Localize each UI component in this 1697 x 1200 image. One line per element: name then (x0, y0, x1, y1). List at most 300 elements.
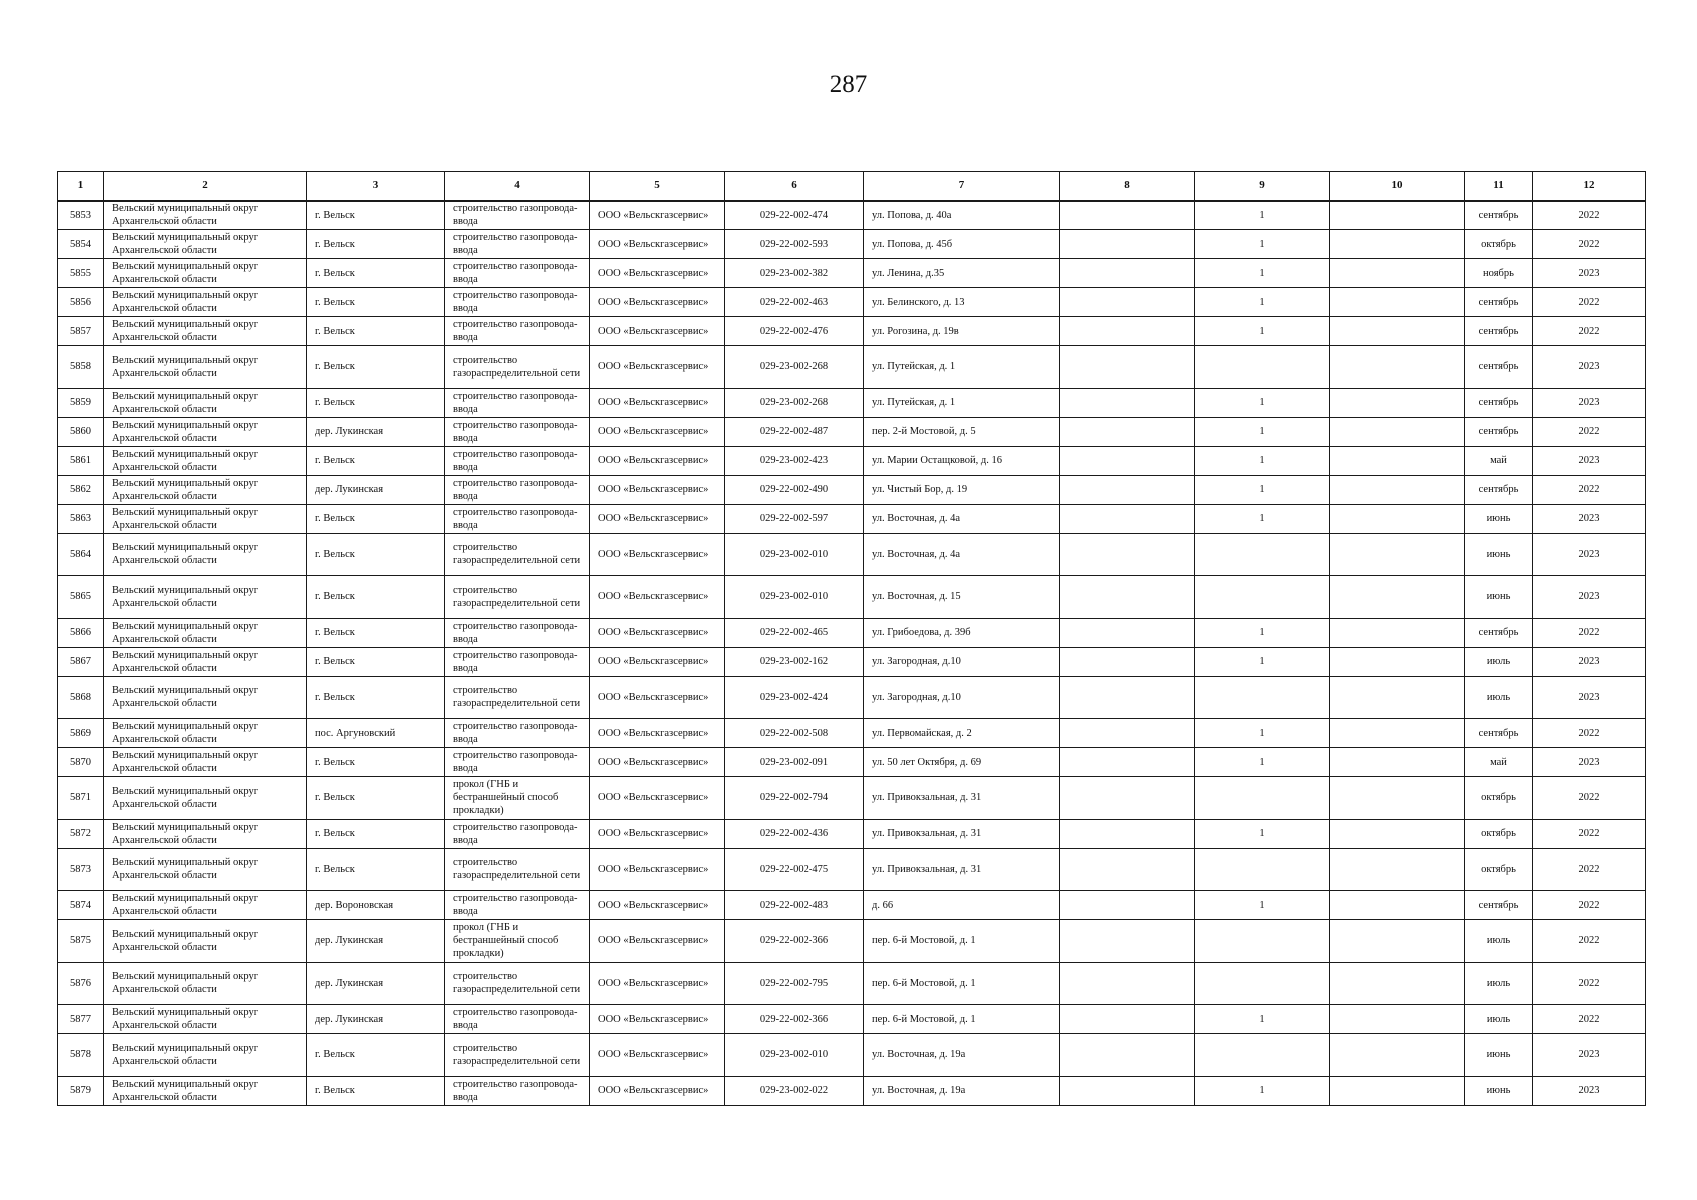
organization-cell: ООО «Вельскгазсервис» (590, 388, 725, 417)
table-row (58, 417, 1646, 446)
month-cell: июль (1465, 1005, 1533, 1034)
object-code-cell: 029-22-002-463 (725, 288, 864, 317)
year-cell: 2022 (1533, 777, 1646, 820)
quantity-cell: 1 (1195, 719, 1330, 748)
district-cell: Вельский муниципальный округ Архангельской области (104, 920, 307, 963)
row-number-cell: 5877 (58, 1005, 104, 1034)
month-cell: сентябрь (1465, 288, 1533, 317)
work-type-cell: строительство газораспределительной сети (445, 848, 590, 891)
address-cell: пер. 6-й Мостовой, д. 1 (864, 1005, 1060, 1034)
address-cell: ул. Загородная, д.10 (864, 676, 1060, 719)
address-cell: ул. Загородная, д.10 (864, 647, 1060, 676)
work-type-cell: строительство газопровода-ввода (445, 388, 590, 417)
column-8-cell (1060, 748, 1195, 777)
district-cell: Вельский муниципальный округ Архангельской области (104, 647, 307, 676)
organization-cell: ООО «Вельскгазсервис» (590, 475, 725, 504)
locality-cell: дер. Лукинская (307, 417, 445, 446)
address-cell: ул. Грибоедова, д. 39б (864, 618, 1060, 647)
column-10-cell (1330, 719, 1465, 748)
column-10-cell (1330, 891, 1465, 920)
column-header-7: 7 (864, 172, 1060, 201)
locality-cell: г. Вельск (307, 819, 445, 848)
column-8-cell (1060, 446, 1195, 475)
column-8-cell (1060, 388, 1195, 417)
organization-cell: ООО «Вельскгазсервис» (590, 920, 725, 963)
district-cell: Вельский муниципальный округ Архангельской области (104, 446, 307, 475)
column-10-cell (1330, 417, 1465, 446)
month-cell: сентябрь (1465, 317, 1533, 346)
month-cell: ноябрь (1465, 259, 1533, 288)
district-cell: Вельский муниципальный округ Архангельской области (104, 676, 307, 719)
year-cell: 2022 (1533, 920, 1646, 963)
table-row (58, 920, 1646, 963)
row-number-cell: 5860 (58, 417, 104, 446)
address-cell: ул. Путейская, д. 1 (864, 388, 1060, 417)
work-type-cell: строительство газораспределительной сети (445, 962, 590, 1005)
table-row (58, 1076, 1646, 1105)
column-10-cell (1330, 201, 1465, 230)
object-code-cell: 029-23-002-268 (725, 388, 864, 417)
quantity-cell: 1 (1195, 618, 1330, 647)
object-code-cell: 029-22-002-487 (725, 417, 864, 446)
locality-cell: г. Вельск (307, 848, 445, 891)
locality-cell: г. Вельск (307, 201, 445, 230)
year-cell: 2023 (1533, 748, 1646, 777)
month-cell: май (1465, 446, 1533, 475)
locality-cell: г. Вельск (307, 676, 445, 719)
table-row (58, 317, 1646, 346)
column-10-cell (1330, 317, 1465, 346)
column-8-cell (1060, 288, 1195, 317)
address-cell: д. 66 (864, 891, 1060, 920)
column-10-cell (1330, 676, 1465, 719)
column-8-cell (1060, 618, 1195, 647)
row-number-cell: 5869 (58, 719, 104, 748)
work-type-cell: строительство газопровода-ввода (445, 1076, 590, 1105)
page-number: 287 (829, 71, 868, 98)
organization-cell: ООО «Вельскгазсервис» (590, 1034, 725, 1077)
column-8-cell (1060, 475, 1195, 504)
work-type-cell: строительство газопровода-ввода (445, 230, 590, 259)
column-10-cell (1330, 1076, 1465, 1105)
month-cell: сентябрь (1465, 201, 1533, 230)
column-header-2: 2 (104, 172, 307, 201)
year-cell: 2023 (1533, 676, 1646, 719)
organization-cell: ООО «Вельскгазсервис» (590, 417, 725, 446)
quantity-cell: 1 (1195, 504, 1330, 533)
year-cell: 2023 (1533, 446, 1646, 475)
organization-cell: ООО «Вельскгазсервис» (590, 819, 725, 848)
quantity-cell: 1 (1195, 647, 1330, 676)
address-cell: ул. Попова, д. 45б (864, 230, 1060, 259)
column-8-cell (1060, 962, 1195, 1005)
object-code-cell: 029-22-002-475 (725, 848, 864, 891)
work-type-cell: строительство газопровода-ввода (445, 446, 590, 475)
object-code-cell: 029-22-002-593 (725, 230, 864, 259)
month-cell: сентябрь (1465, 891, 1533, 920)
table-row (58, 475, 1646, 504)
row-number-cell: 5864 (58, 533, 104, 576)
column-10-cell (1330, 288, 1465, 317)
column-header-6: 6 (725, 172, 864, 201)
district-cell: Вельский муниципальный округ Архангельской области (104, 618, 307, 647)
row-number-cell: 5874 (58, 891, 104, 920)
locality-cell: г. Вельск (307, 388, 445, 417)
object-code-cell: 029-23-002-424 (725, 676, 864, 719)
table-row (58, 533, 1646, 576)
year-cell: 2022 (1533, 891, 1646, 920)
quantity-cell: 1 (1195, 201, 1330, 230)
organization-cell: ООО «Вельскгазсервис» (590, 201, 725, 230)
table-row (58, 647, 1646, 676)
column-8-cell (1060, 201, 1195, 230)
row-number-cell: 5867 (58, 647, 104, 676)
district-cell: Вельский муниципальный округ Архангельской области (104, 962, 307, 1005)
object-code-cell: 029-22-002-476 (725, 317, 864, 346)
object-code-cell: 029-22-002-436 (725, 819, 864, 848)
column-10-cell (1330, 848, 1465, 891)
column-10-cell (1330, 962, 1465, 1005)
table-header (58, 172, 1646, 201)
district-cell: Вельский муниципальный округ Архангельской области (104, 719, 307, 748)
year-cell: 2022 (1533, 230, 1646, 259)
table-row (58, 346, 1646, 389)
row-number-cell: 5861 (58, 446, 104, 475)
table-row (58, 676, 1646, 719)
column-header-3: 3 (307, 172, 445, 201)
district-cell: Вельский муниципальный округ Архангельской области (104, 819, 307, 848)
row-number-cell: 5865 (58, 576, 104, 619)
address-cell: ул. Первомайская, д. 2 (864, 719, 1060, 748)
locality-cell: пос. Аргуновский (307, 719, 445, 748)
locality-cell: г. Вельск (307, 576, 445, 619)
district-cell: Вельский муниципальный округ Архангельской области (104, 891, 307, 920)
month-cell: октябрь (1465, 230, 1533, 259)
quantity-cell: 1 (1195, 230, 1330, 259)
work-type-cell: строительство газопровода-ввода (445, 475, 590, 504)
month-cell: июль (1465, 962, 1533, 1005)
column-8-cell (1060, 504, 1195, 533)
column-10-cell (1330, 647, 1465, 676)
district-cell: Вельский муниципальный округ Архангельской области (104, 230, 307, 259)
month-cell: июнь (1465, 1034, 1533, 1077)
quantity-cell (1195, 346, 1330, 389)
column-10-cell (1330, 446, 1465, 475)
month-cell: октябрь (1465, 777, 1533, 820)
quantity-cell: 1 (1195, 259, 1330, 288)
locality-cell: г. Вельск (307, 1076, 445, 1105)
address-cell: ул. Ленина, д.35 (864, 259, 1060, 288)
table-row (58, 819, 1646, 848)
district-cell: Вельский муниципальный округ Архангельской области (104, 259, 307, 288)
district-cell: Вельский муниципальный округ Архангельской области (104, 533, 307, 576)
month-cell: июнь (1465, 504, 1533, 533)
month-cell: октябрь (1465, 848, 1533, 891)
organization-cell: ООО «Вельскгазсервис» (590, 891, 725, 920)
column-8-cell (1060, 920, 1195, 963)
address-cell: пер. 6-й Мостовой, д. 1 (864, 920, 1060, 963)
object-code-cell: 029-22-002-483 (725, 891, 864, 920)
table-row (58, 962, 1646, 1005)
address-cell: ул. Восточная, д. 15 (864, 576, 1060, 619)
year-cell: 2022 (1533, 962, 1646, 1005)
organization-cell: ООО «Вельскгазсервис» (590, 618, 725, 647)
object-code-cell: 029-22-002-465 (725, 618, 864, 647)
object-code-cell: 029-23-002-010 (725, 1034, 864, 1077)
year-cell: 2022 (1533, 618, 1646, 647)
quantity-cell (1195, 920, 1330, 963)
column-header-9: 9 (1195, 172, 1330, 201)
district-cell: Вельский муниципальный округ Архангельской области (104, 317, 307, 346)
locality-cell: дер. Лукинская (307, 920, 445, 963)
column-10-cell (1330, 230, 1465, 259)
row-number-cell: 5879 (58, 1076, 104, 1105)
table-row (58, 848, 1646, 891)
column-8-cell (1060, 1005, 1195, 1034)
year-cell: 2023 (1533, 647, 1646, 676)
work-type-cell: строительство газопровода-ввода (445, 288, 590, 317)
row-number-cell: 5853 (58, 201, 104, 230)
organization-cell: ООО «Вельскгазсервис» (590, 288, 725, 317)
organization-cell: ООО «Вельскгазсервис» (590, 446, 725, 475)
header-row (58, 172, 1646, 201)
work-type-cell: строительство газопровода-ввода (445, 891, 590, 920)
column-10-cell (1330, 346, 1465, 389)
address-cell: ул. Восточная, д. 4а (864, 504, 1060, 533)
month-cell: сентябрь (1465, 719, 1533, 748)
column-8-cell (1060, 1034, 1195, 1077)
organization-cell: ООО «Вельскгазсервис» (590, 1076, 725, 1105)
locality-cell: г. Вельск (307, 748, 445, 777)
quantity-cell: 1 (1195, 1005, 1330, 1034)
year-cell: 2023 (1533, 1034, 1646, 1077)
object-code-cell: 029-22-002-597 (725, 504, 864, 533)
district-cell: Вельский муниципальный округ Архангельской области (104, 504, 307, 533)
year-cell: 2022 (1533, 417, 1646, 446)
column-10-cell (1330, 1005, 1465, 1034)
organization-cell: ООО «Вельскгазсервис» (590, 230, 725, 259)
quantity-cell (1195, 962, 1330, 1005)
month-cell: сентябрь (1465, 475, 1533, 504)
column-8-cell (1060, 676, 1195, 719)
locality-cell: г. Вельск (307, 1034, 445, 1077)
quantity-cell: 1 (1195, 748, 1330, 777)
column-header-8: 8 (1060, 172, 1195, 201)
quantity-cell: 1 (1195, 388, 1330, 417)
quantity-cell: 1 (1195, 417, 1330, 446)
object-code-cell: 029-23-002-010 (725, 533, 864, 576)
work-type-cell: прокол (ГНБ и бестраншейный способ прокладки) (445, 777, 590, 820)
month-cell: сентябрь (1465, 388, 1533, 417)
column-header-1: 1 (58, 172, 104, 201)
year-cell: 2023 (1533, 576, 1646, 619)
work-type-cell: строительство газопровода-ввода (445, 259, 590, 288)
column-8-cell (1060, 1076, 1195, 1105)
table-row (58, 618, 1646, 647)
month-cell: июнь (1465, 576, 1533, 619)
address-cell: ул. Восточная, д. 19а (864, 1034, 1060, 1077)
organization-cell: ООО «Вельскгазсервис» (590, 346, 725, 389)
locality-cell: г. Вельск (307, 317, 445, 346)
table-row (58, 719, 1646, 748)
organization-cell: ООО «Вельскгазсервис» (590, 676, 725, 719)
column-8-cell (1060, 259, 1195, 288)
year-cell: 2022 (1533, 1005, 1646, 1034)
year-cell: 2023 (1533, 533, 1646, 576)
locality-cell: г. Вельск (307, 647, 445, 676)
month-cell: июль (1465, 647, 1533, 676)
year-cell: 2022 (1533, 848, 1646, 891)
address-cell: ул. Попова, д. 40а (864, 201, 1060, 230)
address-cell: ул. Восточная, д. 4а (864, 533, 1060, 576)
locality-cell: г. Вельск (307, 230, 445, 259)
organization-cell: ООО «Вельскгазсервис» (590, 259, 725, 288)
quantity-cell (1195, 533, 1330, 576)
year-cell: 2022 (1533, 475, 1646, 504)
district-cell: Вельский муниципальный округ Архангельской области (104, 848, 307, 891)
quantity-cell: 1 (1195, 475, 1330, 504)
row-number-cell: 5857 (58, 317, 104, 346)
organization-cell: ООО «Вельскгазсервис» (590, 1005, 725, 1034)
work-type-cell: строительство газопровода-ввода (445, 317, 590, 346)
column-10-cell (1330, 475, 1465, 504)
table-row (58, 446, 1646, 475)
work-type-cell: строительство газопровода-ввода (445, 201, 590, 230)
table-row (58, 748, 1646, 777)
month-cell: октябрь (1465, 819, 1533, 848)
object-code-cell: 029-22-002-366 (725, 1005, 864, 1034)
address-cell: ул. Привокзальная, д. 31 (864, 777, 1060, 820)
quantity-cell: 1 (1195, 317, 1330, 346)
table-row (58, 1005, 1646, 1034)
district-cell: Вельский муниципальный округ Архангельской области (104, 1034, 307, 1077)
district-cell: Вельский муниципальный округ Архангельской области (104, 1076, 307, 1105)
address-cell: ул. Марии Остащковой, д. 16 (864, 446, 1060, 475)
object-code-cell: 029-23-002-022 (725, 1076, 864, 1105)
organization-cell: ООО «Вельскгазсервис» (590, 647, 725, 676)
row-number-cell: 5855 (58, 259, 104, 288)
district-cell: Вельский муниципальный округ Архангельской области (104, 201, 307, 230)
work-type-cell: прокол (ГНБ и бестраншейный способ прокладки) (445, 920, 590, 963)
object-code-cell: 029-23-002-423 (725, 446, 864, 475)
district-cell: Вельский муниципальный округ Архангельской области (104, 777, 307, 820)
row-number-cell: 5876 (58, 962, 104, 1005)
row-number-cell: 5873 (58, 848, 104, 891)
work-type-cell: строительство газораспределительной сети (445, 676, 590, 719)
address-cell: ул. Чистый Бор, д. 19 (864, 475, 1060, 504)
row-number-cell: 5868 (58, 676, 104, 719)
locality-cell: г. Вельск (307, 446, 445, 475)
organization-cell: ООО «Вельскгазсервис» (590, 777, 725, 820)
column-8-cell (1060, 891, 1195, 920)
address-cell: ул. Путейская, д. 1 (864, 346, 1060, 389)
year-cell: 2022 (1533, 288, 1646, 317)
column-8-cell (1060, 317, 1195, 346)
work-type-cell: строительство газораспределительной сети (445, 1034, 590, 1077)
object-code-cell: 029-22-002-366 (725, 920, 864, 963)
year-cell: 2023 (1533, 388, 1646, 417)
quantity-cell (1195, 777, 1330, 820)
table-row (58, 777, 1646, 820)
organization-cell: ООО «Вельскгазсервис» (590, 962, 725, 1005)
column-10-cell (1330, 533, 1465, 576)
work-type-cell: строительство газопровода-ввода (445, 748, 590, 777)
year-cell: 2022 (1533, 819, 1646, 848)
district-cell: Вельский муниципальный округ Архангельской области (104, 1005, 307, 1034)
locality-cell: г. Вельск (307, 504, 445, 533)
column-8-cell (1060, 777, 1195, 820)
row-number-cell: 5871 (58, 777, 104, 820)
locality-cell: г. Вельск (307, 618, 445, 647)
quantity-cell: 1 (1195, 288, 1330, 317)
locality-cell: г. Вельск (307, 777, 445, 820)
locality-cell: дер. Вороновская (307, 891, 445, 920)
work-type-cell: строительство газопровода-ввода (445, 1005, 590, 1034)
address-cell: пер. 2-й Мостовой, д. 5 (864, 417, 1060, 446)
work-type-cell: строительство газораспределительной сети (445, 533, 590, 576)
organization-cell: ООО «Вельскгазсервис» (590, 719, 725, 748)
column-8-cell (1060, 346, 1195, 389)
locality-cell: г. Вельск (307, 533, 445, 576)
locality-cell: г. Вельск (307, 288, 445, 317)
column-10-cell (1330, 819, 1465, 848)
work-type-cell: строительство газопровода-ввода (445, 618, 590, 647)
quantity-cell: 1 (1195, 891, 1330, 920)
work-type-cell: строительство газопровода-ввода (445, 647, 590, 676)
quantity-cell: 1 (1195, 446, 1330, 475)
object-code-cell: 029-23-002-268 (725, 346, 864, 389)
year-cell: 2022 (1533, 201, 1646, 230)
object-code-cell: 029-22-002-490 (725, 475, 864, 504)
object-code-cell: 029-23-002-091 (725, 748, 864, 777)
column-10-cell (1330, 748, 1465, 777)
column-10-cell (1330, 618, 1465, 647)
district-cell: Вельский муниципальный округ Архангельской области (104, 748, 307, 777)
table-body (58, 201, 1646, 1106)
year-cell: 2023 (1533, 1076, 1646, 1105)
column-10-cell (1330, 576, 1465, 619)
object-code-cell: 029-22-002-795 (725, 962, 864, 1005)
column-8-cell (1060, 533, 1195, 576)
work-type-cell: строительство газопровода-ввода (445, 504, 590, 533)
column-10-cell (1330, 777, 1465, 820)
address-cell: ул. Восточная, д. 19а (864, 1076, 1060, 1105)
registry-table (57, 171, 1646, 1106)
column-10-cell (1330, 1034, 1465, 1077)
object-code-cell: 029-23-002-010 (725, 576, 864, 619)
work-type-cell: строительство газопровода-ввода (445, 719, 590, 748)
object-code-cell: 029-23-002-382 (725, 259, 864, 288)
work-type-cell: строительство газопровода-ввода (445, 819, 590, 848)
quantity-cell (1195, 1034, 1330, 1077)
column-10-cell (1330, 259, 1465, 288)
district-cell: Вельский муниципальный округ Архангельской области (104, 576, 307, 619)
organization-cell: ООО «Вельскгазсервис» (590, 504, 725, 533)
column-header-10: 10 (1330, 172, 1465, 201)
address-cell: ул. Белинского, д. 13 (864, 288, 1060, 317)
object-code-cell: 029-22-002-794 (725, 777, 864, 820)
quantity-cell (1195, 848, 1330, 891)
column-8-cell (1060, 819, 1195, 848)
year-cell: 2023 (1533, 504, 1646, 533)
address-cell: пер. 6-й Мостовой, д. 1 (864, 962, 1060, 1005)
month-cell: сентябрь (1465, 618, 1533, 647)
month-cell: сентябрь (1465, 417, 1533, 446)
column-header-5: 5 (590, 172, 725, 201)
table-row (58, 259, 1646, 288)
work-type-cell: строительство газораспределительной сети (445, 346, 590, 389)
column-header-11: 11 (1465, 172, 1533, 201)
